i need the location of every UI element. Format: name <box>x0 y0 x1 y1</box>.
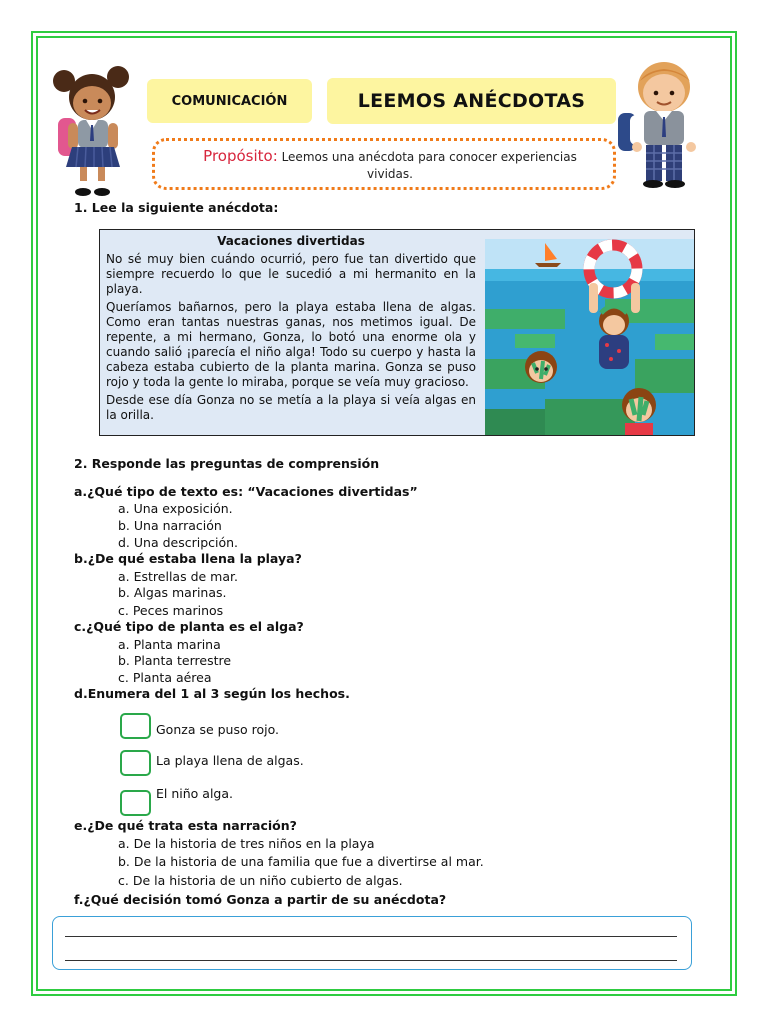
question-a-option-2[interactable]: b. Una narración <box>118 518 222 533</box>
question-c-option-1[interactable]: a. Planta marina <box>118 637 221 652</box>
purpose-text: Leemos una anécdota para conocer experiencias vividas. <box>281 150 577 181</box>
question-c-option-2[interactable]: b. Planta terrestre <box>118 653 232 668</box>
question-a-option-3[interactable]: d. Una descripción. <box>118 535 239 550</box>
question-e-option-2[interactable]: b. De la historia de una familia que fue a divertirse al mar. <box>118 854 484 869</box>
question-d: d.Enumera del 1 al 3 según los hechos. <box>74 686 350 701</box>
page-title: LEEMOS ANÉCDOTAS <box>327 78 616 124</box>
story-paragraph-3: Desde ese día Gonza no se metía a la playa si veía algas en la orilla. <box>106 393 476 422</box>
question-e: e.¿De qué trata esta narración? <box>74 818 297 833</box>
order-item-3: El niño alga. <box>156 786 233 801</box>
story-title: Vacaciones divertidas <box>217 234 365 248</box>
question-e-option-3[interactable]: c. De la historia de un niño cubierto de algas. <box>118 873 403 888</box>
girl-student-illustration <box>50 63 146 198</box>
question-c-option-3[interactable]: c. Planta aérea <box>118 670 212 685</box>
order-item-2: La playa llena de algas. <box>156 753 304 768</box>
boy-student-illustration <box>612 57 716 189</box>
answer-line-2[interactable] <box>65 960 677 961</box>
question-b-option-3[interactable]: c. Peces marinos <box>118 603 224 618</box>
question-b-option-1[interactable]: a. Estrellas de mar. <box>118 569 238 584</box>
question-a: a.¿Qué tipo de texto es: “Vacaciones divertidas” <box>74 484 418 499</box>
order-box-2[interactable] <box>120 750 151 776</box>
beach-children-illustration <box>485 239 694 435</box>
section-1-heading: 1. Lee la siguiente anécdota: <box>74 200 279 215</box>
order-box-3[interactable] <box>120 790 151 816</box>
story-text <box>106 234 476 426</box>
question-c: c.¿Qué tipo de planta es el alga? <box>74 619 304 634</box>
question-b-option-2[interactable]: b. Algas marinas. <box>118 585 227 600</box>
answer-line-1[interactable] <box>65 936 677 937</box>
question-a-option-1[interactable]: a. Una exposición. <box>118 501 233 516</box>
story-box <box>99 229 695 436</box>
purpose-box <box>152 138 616 190</box>
section-2-heading: 2. Responde las preguntas de comprensión <box>74 456 380 471</box>
subject-label: COMUNICACIÓN <box>147 79 312 123</box>
order-box-1[interactable] <box>120 713 151 739</box>
purpose-label: Propósito: <box>203 147 278 165</box>
question-e-option-1[interactable]: a. De la historia de tres niños en la playa <box>118 836 375 851</box>
story-paragraph-1: No sé muy bien cuándo ocurrió, pero fue tan divertido que siempre recuerdo lo que le sucedió a mi hermanito en la playa. <box>106 252 476 296</box>
story-paragraph-2: Queríamos bañarnos, pero la playa estaba llena de algas. Como eran tantas nuestras ganas, nos metimos igual. De repente, a mi hermano, Gonza, lo botó una enorme ola y cuando salió ¡parecía el niño alga! Todo su cuerpo y hasta la cabeza estaba cubierto de la planta marina. Gonza se puso rojo y toda la gente lo miraba, porque se veía muy gracioso. <box>106 300 476 389</box>
question-b: b.¿De qué estaba llena la playa? <box>74 551 302 566</box>
order-item-1: Gonza se puso rojo. <box>156 722 280 737</box>
answer-box[interactable] <box>52 916 692 970</box>
question-f: f.¿Qué decisión tomó Gonza a partir de su anécdota? <box>74 892 447 907</box>
